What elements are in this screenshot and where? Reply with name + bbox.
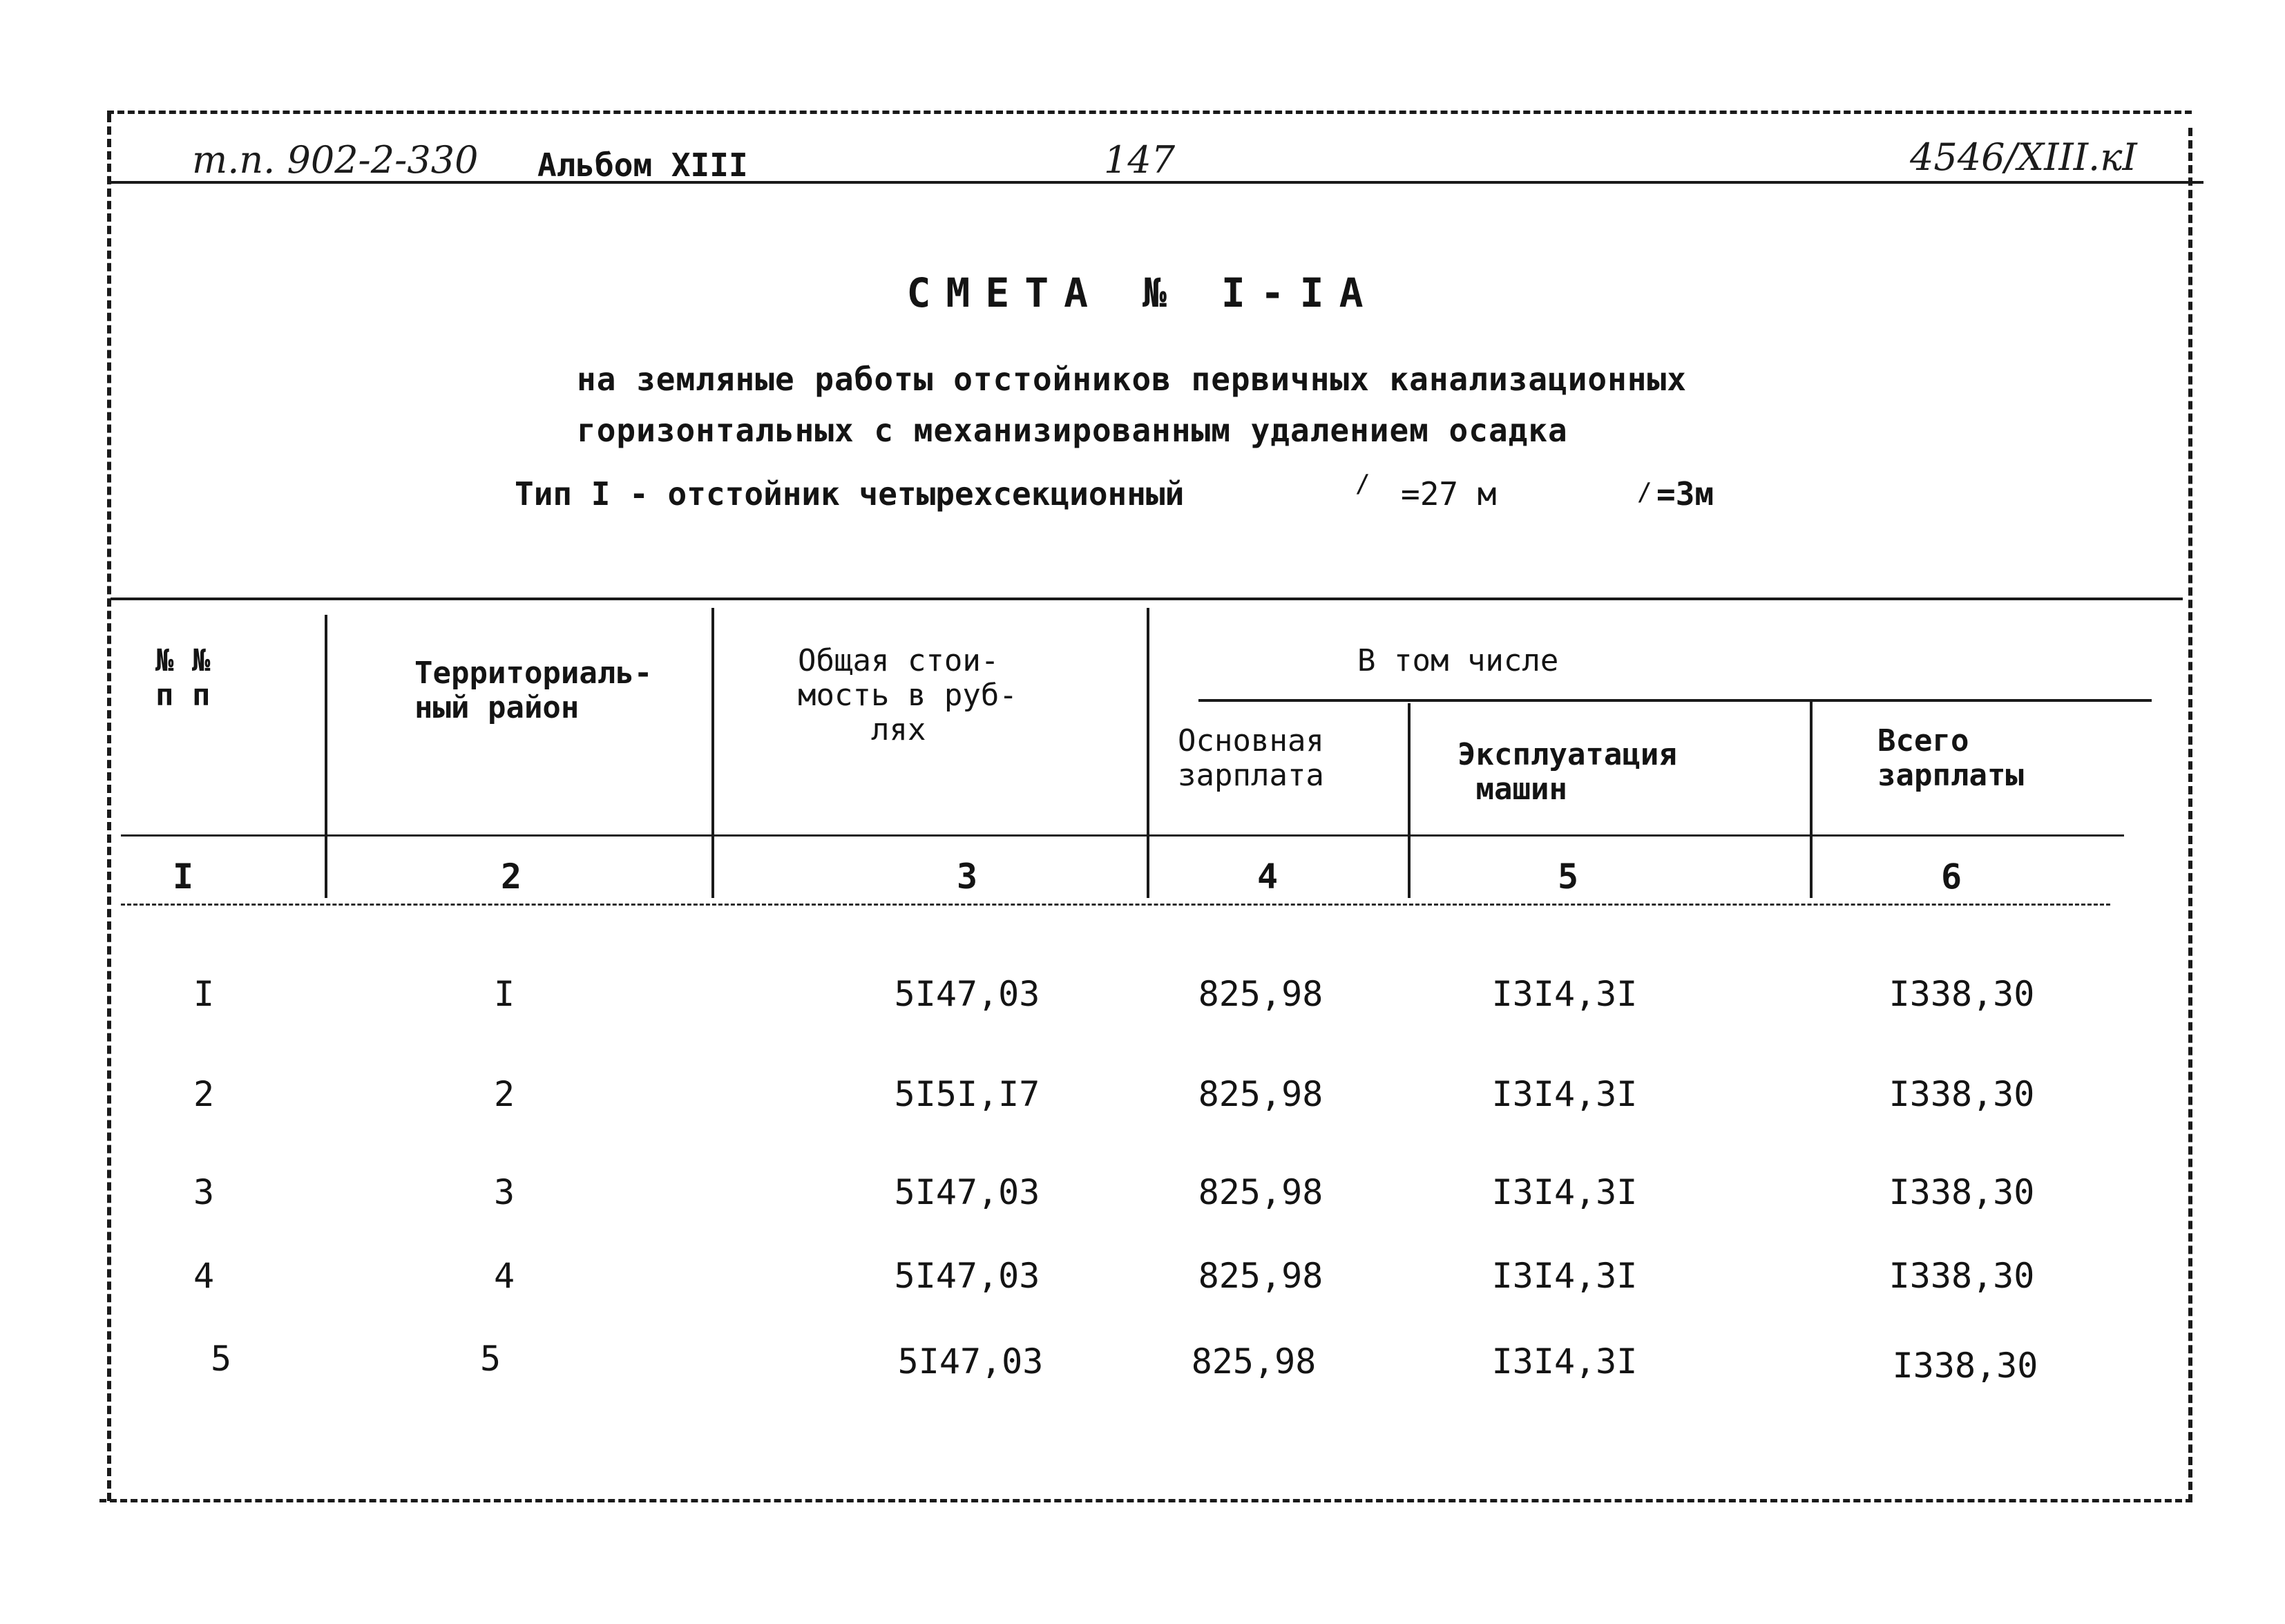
cell-base-wage: 825,98	[1198, 1256, 1323, 1296]
param1-value: =27 м	[1401, 475, 1497, 513]
subtitle-line-1: на земляные работы отстойников первичных канализационных	[577, 361, 1687, 398]
cell-machine-operation: I3I4,3I	[1491, 1256, 1638, 1296]
param2-symbol: /	[1637, 478, 1652, 506]
header-territorial-district: Территориаль- ный район	[414, 656, 653, 725]
cell-machine-operation: I3I4,3I	[1491, 1172, 1638, 1212]
cell-total-cost: 5I47,03	[894, 1256, 1040, 1296]
cell-total-cost: 5I5I,I7	[894, 1074, 1040, 1114]
cell-base-wage: 825,98	[1191, 1341, 1317, 1382]
header-total-wage: Всего зарплаты	[1877, 723, 2024, 793]
cell-machine-operation: I3I4,3I	[1491, 1341, 1638, 1382]
column-divider-1	[325, 615, 327, 898]
cell-total-cost: 5I47,03	[894, 974, 1040, 1014]
header-total-cost: Общая стои- мость в руб- лях	[798, 643, 1017, 747]
cell-district: 3	[493, 1172, 515, 1212]
cell-district: I	[493, 974, 515, 1014]
param2-value: =3м	[1656, 475, 1714, 513]
cell-row-number: 4	[193, 1256, 215, 1296]
group-header-rule	[1198, 699, 2152, 702]
column-number: 6	[1940, 857, 1962, 897]
cell-base-wage: 825,98	[1198, 974, 1323, 1014]
column-number: I	[172, 857, 194, 897]
subtitle-line-2: горизонтальных с механизированным удалением осадка	[577, 412, 1568, 449]
cell-total-wage: I338,30	[1889, 1172, 2035, 1212]
frame-bottom-border	[99, 1499, 2192, 1502]
header-machine-operation: Эксплуатация машин	[1457, 737, 1677, 807]
cell-total-cost: 5I47,03	[894, 1172, 1040, 1212]
cell-district: 5	[479, 1339, 501, 1379]
header-bottom-rule	[121, 834, 2124, 837]
cell-row-number: I	[193, 974, 215, 1014]
frame-top-border	[107, 111, 2192, 114]
cell-machine-operation: I3I4,3I	[1491, 974, 1638, 1014]
cell-total-wage: I338,30	[1889, 1074, 2035, 1114]
column-divider-5	[1810, 699, 1813, 898]
param1-symbol: /	[1355, 470, 1370, 498]
cell-row-number: 5	[210, 1339, 232, 1379]
frame-left-border	[107, 114, 111, 1501]
column-divider-3	[1147, 608, 1149, 898]
column-divider-2	[711, 608, 714, 898]
type-label: Тип I - отстойник четырехсекционный	[515, 475, 1185, 513]
cell-district: 2	[493, 1074, 515, 1114]
cell-base-wage: 825,98	[1198, 1172, 1323, 1212]
column-number: 3	[956, 857, 978, 897]
column-number: 2	[500, 857, 522, 897]
column-number-rule	[121, 904, 2110, 906]
cell-total-cost: 5I47,03	[897, 1341, 1044, 1382]
cell-total-wage: I338,30	[1892, 1346, 2038, 1386]
page-number: 147	[1104, 138, 1176, 182]
cell-row-number: 2	[193, 1074, 215, 1114]
cell-machine-operation: I3I4,3I	[1491, 1074, 1638, 1114]
table-top-rule	[111, 598, 2183, 600]
project-code: т.п. 902-2-330	[192, 138, 479, 182]
header-including: В том числе	[1357, 643, 1559, 678]
cell-row-number: 3	[193, 1172, 215, 1212]
frame-right-border	[2188, 128, 2192, 1502]
cell-base-wage: 825,98	[1198, 1074, 1323, 1114]
header-base-wage: Основная зарплата	[1178, 723, 1324, 793]
archive-code: 4546/XIII.кI	[1910, 135, 2137, 179]
column-divider-4	[1408, 703, 1411, 898]
header-row-number: № № п п	[155, 643, 211, 713]
document-title: СМЕТА № I-IA	[906, 269, 1379, 316]
cell-district: 4	[493, 1256, 515, 1296]
album-label: Альбом XIII	[537, 146, 748, 184]
column-number: 4	[1256, 857, 1279, 897]
column-number: 5	[1557, 857, 1579, 897]
cell-total-wage: I338,30	[1889, 1256, 2035, 1296]
cell-total-wage: I338,30	[1889, 974, 2035, 1014]
